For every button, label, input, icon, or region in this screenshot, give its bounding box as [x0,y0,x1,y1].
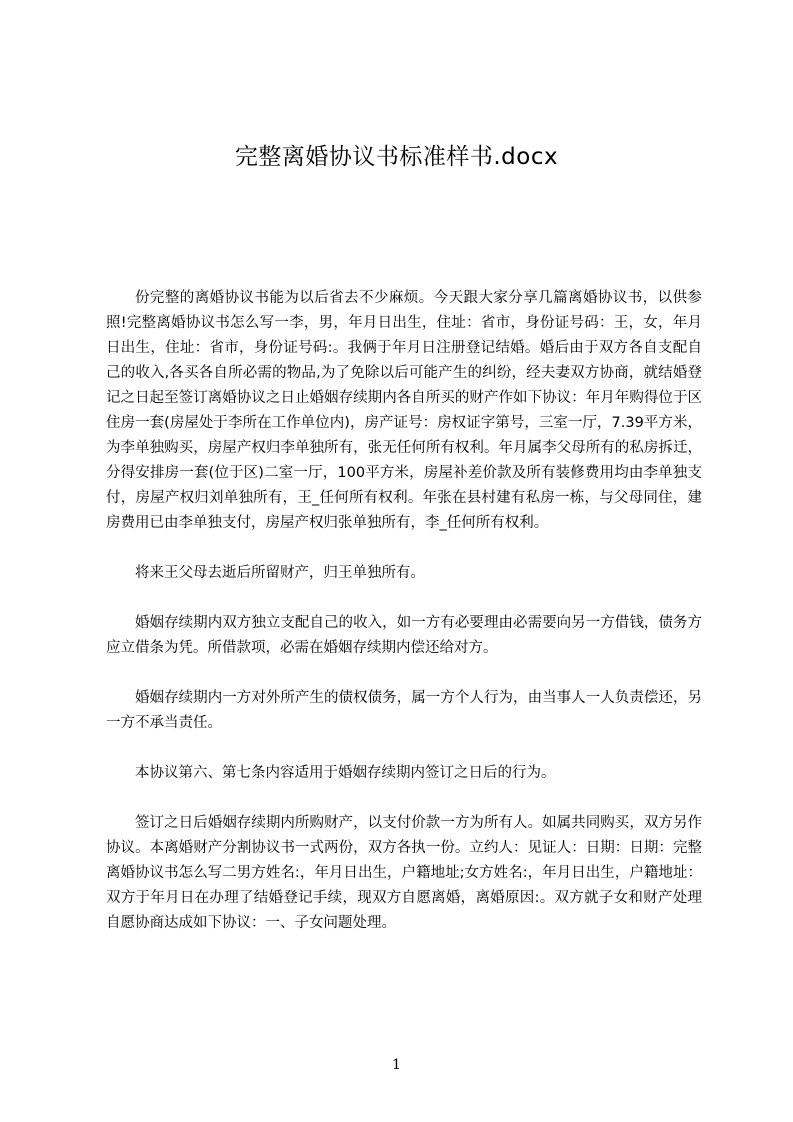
paragraph-6: 签订之日后婚姻存续期内所购财产，以支付价款一方为所有人。如属共同购买，双方另作协议。本离婚财产分割协议书一式两份，双方各执一份。立约人：见证人：日期：日期：完整离婚协议书怎么写二男方姓名:，年月日出生，户籍地址;女方姓名:，年月日出生，户籍地址：双方于年月日在办理了结婚登记手续，现双方自愿离婚，离婚原因:。双方就子女和财产处理自愿协商达成如下协议：一、子女问题处理。 [106,815,702,931]
paragraph-1: 份完整的离婚协议书能为以后省去不少麻烦。今天跟大家分享几篇离婚协议书，以供参照!完整离婚协议书怎么写一李，男，年月日出生，住址：省市，身份证号码：王，女，年月日出生，住址：省市，身份证号码:。我俩于年月日注册登记结婚。婚后由于双方各自支配自己的收入,各买各自所必需的物品,为了免除以后可能产生的纠纷，经夫妻双方协商，就结婚登记之日起至签订离婚协议之日止婚姻存续期内各自所买的财产作如下协议：年月年购得位于区住房一套(房屋处于李所在工作单位内)，房产证号：房权证字第号，三室一厅，7.39平方米，为李单独购买，房屋产权归李单独所有，张无任何所有权利。年月属李父母所有的私房拆迁，分得安排房一套(位于区)二室一厅，100平方米，房屋补差价款及所有装修费用均由李单独支付，房屋产权归刘单独所有，王_任何所有权利。年张在县村建有私房一栋，与父母同住，建房费用已由李单独支付，房屋产权归张单独所有，李_任何所有权利。 [106,290,702,531]
paragraph-3: 婚姻存续期内双方独立支配自己的收入，如一方有必要理由必需要向另一方借钱，债务方应立借条为凭。所借款项，必需在婚姻存续期内偿还给对方。 [106,615,702,656]
paragraph-4: 婚姻存续期内一方对外所产生的债权债务，属一方个人行为，由当事人一人负责偿还，另一方不承当责任。 [106,690,702,731]
paragraph-2: 将来王父母去逝后所留财产，归王单独所有。 [135,565,425,581]
paragraph-5: 本协议第六、第七条内容适用于婚姻存续期内签订之日后的行为。 [135,765,556,781]
document-title: 完整离婚协议书标准样书.docx [234,144,559,170]
page-number: 1 [392,1057,401,1073]
document-body [106,286,702,936]
